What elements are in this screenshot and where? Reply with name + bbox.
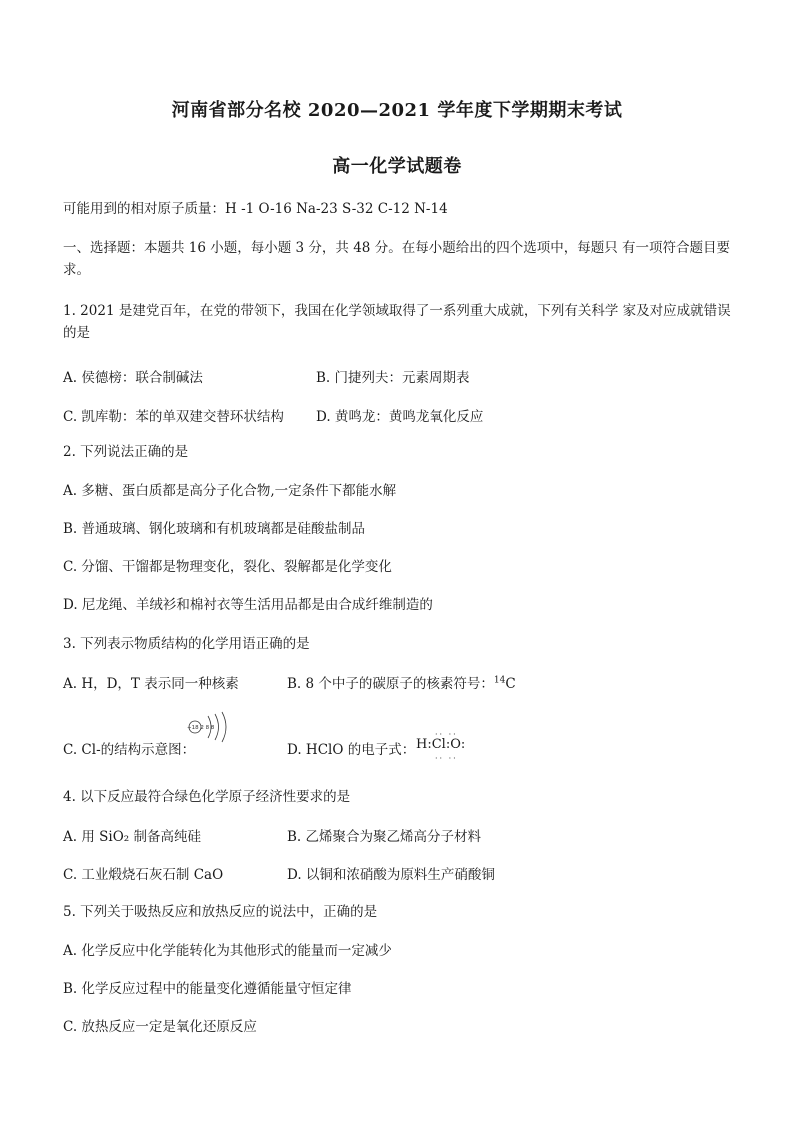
question-4-stem: 4. 以下反应最符合绿色化学原子经济性要求的是 [63,789,351,805]
nuclide-mass-number: 14 [493,675,506,686]
nuclide-symbol: C [505,676,516,692]
atomic-masses: 可能用到的相对原子质量：H -1 O-16 Na-23 S-32 C-12 N-14 [63,201,448,217]
hclo-electron-formula [416,737,465,752]
electron-formula-text: H:Cl:O: [416,737,466,752]
question-1-stem: 1. 2021 是建党百年，在党的带领下，我国在化学领域取得了一系列重大成就，下列有关科学 家及对应成就错误的是 [63,303,731,341]
q3-option-d: D. HClO 的电子式： [287,742,416,758]
q3-option-b [287,672,516,692]
q5-option-a: A. 化学反应中化学能转化为其他形式的能量而一定减少 [63,943,392,959]
question-3-stem: 3. 下列表示物质结构的化学用语正确的是 [63,636,310,652]
q2-option-c: C. 分馏、干馏都是物理变化，裂化、裂解都是化学变化 [63,559,392,575]
q3-option-a: A. H，D，T 表示同一种核素 [63,676,239,692]
q4-option-c: C. 工业煅烧石灰石制 CaO [63,867,224,883]
electron-dots-bottom: ·· ·· [435,754,458,763]
exam-subtitle: 高一化学试题卷 [332,156,462,177]
q1-option-b: B. 门捷列夫：元素周期表 [316,370,470,386]
q4-option-a: A. 用 SiO₂ 制备高纯硅 [63,829,201,845]
electron-dots-top: ·· ·· [435,730,458,739]
question-2-stem: 2. 下列说法正确的是 [63,444,189,460]
q5-option-c: C. 放热反应一定是氧化还原反应 [63,1019,257,1035]
chloride-ion-structure-diagram [186,710,234,744]
q2-option-a: A. 多糖、蛋白质都是高分子化合物,一定条件下都能水解 [63,483,397,499]
q1-option-d: D. 黄鸣龙：黄鸣龙氧化反应 [316,409,484,425]
q5-option-b: B. 化学反应过程中的能量变化遵循能量守恒定律 [63,981,352,997]
q2-option-d: D. 尼龙绳、羊绒衫和棉衬衣等生活用品都是由合成纤维制造的 [63,597,433,613]
q1-option-a: A. 侯德榜：联合制碱法 [63,370,203,386]
atom-shell-label: +18 2 8 8 [187,725,215,731]
q3-option-c: C. Cl-的结构示意图： [63,742,196,758]
q4-option-b: B. 乙烯聚合为聚乙烯高分子材料 [287,829,482,845]
q2-option-b: B. 普通玻璃、钢化玻璃和有机玻璃都是硅酸盐制品 [63,521,366,537]
question-5-stem: 5. 下列关于吸热反应和放热反应的说法中，正确的是 [63,904,378,920]
exam-title: 河南省部分名校 2020—2021 学年度下学期期末考试 [171,100,623,121]
q1-option-c: C. 凯库勒：苯的单双建交替环状结构 [63,409,284,425]
q3-option-b-text: B. 8 个中子的碳原子的核素符号： [287,676,494,692]
section-intro: 一、选择题：本题共 16 小题，每小题 3 分，共 48 分。在每小题给出的四个选项中，每题只 有一项符合题目要求。 [63,240,730,278]
q4-option-d: D. 以铜和浓硝酸为原料生产硝酸铜 [287,867,495,883]
